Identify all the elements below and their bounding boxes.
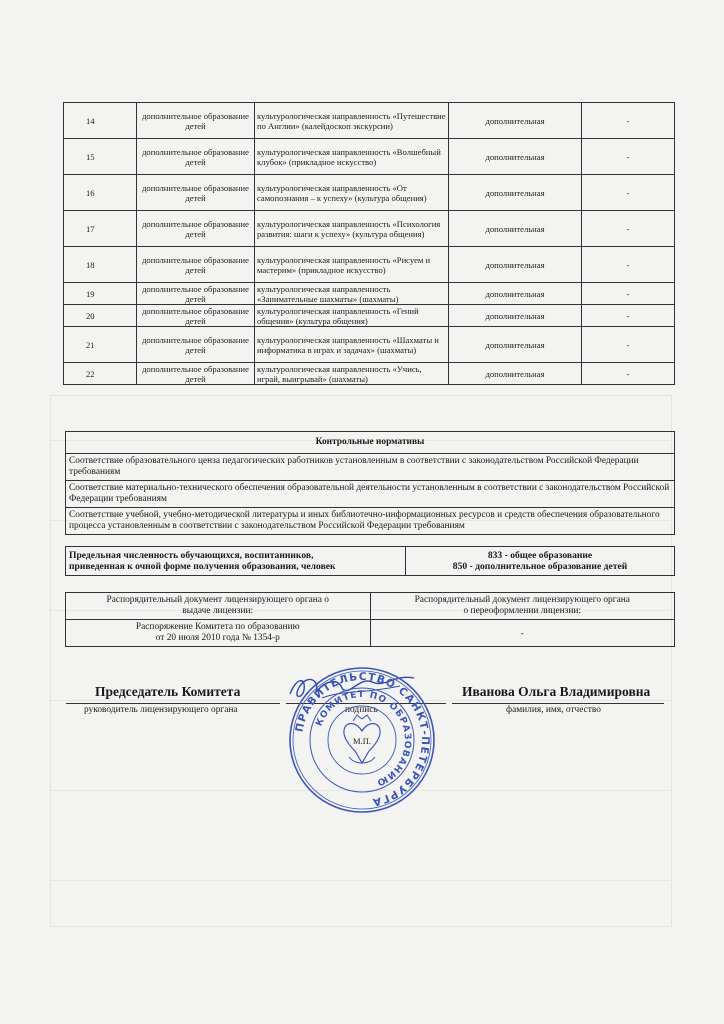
program-number: 15 (64, 139, 137, 175)
program-row (64, 103, 675, 139)
issue-order-header-line: Распорядительный документ лицензирующего органа о (106, 595, 329, 605)
program-row (64, 305, 675, 327)
control-norms-title: Контрольные нормативы (66, 432, 675, 454)
program-education-type: дополнительное образование детей (137, 327, 255, 363)
signatory-name: Иванова Ольга Владимировна (462, 684, 651, 699)
program-kind: дополнительная (449, 363, 582, 385)
program-direction: культурологическая направленность «Гений общения» (культура общения) (255, 305, 449, 327)
program-direction: культурологическая направленность «От самопознания – к успеху» (культура общения) (255, 175, 449, 211)
program-kind: дополнительная (449, 247, 582, 283)
position-caption: руководитель лицензирующего органа (84, 705, 238, 715)
program-direction: культурологическая направленность «Волшебный клубок» (прикладное искусство) (255, 139, 449, 175)
program-education-type: дополнительное образование детей (137, 247, 255, 283)
control-norm-item: Соответствие образовательного ценза педагогических работников установленным в соответствии с законодательством Российской Федерации требованиям (66, 454, 675, 481)
bleed-through-line (50, 880, 670, 881)
issue-order-value-line: от 20 июля 2010 года № 1354-р (155, 633, 280, 643)
program-extra: - (582, 175, 675, 211)
program-direction: культурологическая направленность «Путешествие по Англии» (калейдоскоп экскурсии) (255, 103, 449, 139)
program-number: 16 (64, 175, 137, 211)
program-kind: дополнительная (449, 305, 582, 327)
program-direction: культурологическая направленность «Шахматы и информатика в играх и задачах» (шахматы) (255, 327, 449, 363)
program-number: 14 (64, 103, 137, 139)
program-row (64, 247, 675, 283)
program-row (64, 363, 675, 385)
program-row (64, 211, 675, 247)
capacity-value (406, 547, 675, 576)
program-education-type: дополнительное образование детей (137, 211, 255, 247)
signature-caption: подпись (345, 705, 378, 715)
reissue-order-header (370, 593, 675, 620)
program-education-type: дополнительное образование детей (137, 363, 255, 385)
capacity-label-line: приведенная к очной форме получения образования, человек (69, 561, 336, 572)
issue-order-value (66, 620, 371, 647)
control-norms-table (65, 431, 675, 535)
program-education-type: дополнительное образование детей (137, 305, 255, 327)
program-education-type: дополнительное образование детей (137, 139, 255, 175)
program-row (64, 283, 675, 305)
program-number: 19 (64, 283, 137, 305)
program-extra: - (582, 211, 675, 247)
program-number: 20 (64, 305, 137, 327)
orders-table (65, 592, 675, 647)
control-norm-item: Соответствие учебной, учебно-методической литературы и иных библиотечно-информационных ресурсов и средств обеспечения образовательного процесса установленным в соответствии с законодательством Российской Федерации требованиям (66, 508, 675, 535)
issue-order-header (66, 593, 371, 620)
program-number: 22 (64, 363, 137, 385)
program-extra: - (582, 327, 675, 363)
program-row (64, 175, 675, 211)
program-kind: дополнительная (449, 283, 582, 305)
program-direction: культурологическая направленность «Психология развития: шаги к успеху» (культура общения) (255, 211, 449, 247)
program-number: 18 (64, 247, 137, 283)
name-caption: фамилия, имя, отчество (506, 705, 601, 715)
program-row (64, 327, 675, 363)
program-number: 21 (64, 327, 137, 363)
program-education-type: дополнительное образование детей (137, 283, 255, 305)
seal-outer-text: ПРАВИТЕЛЬСТВО САНКТ-ПЕТЕРБУРГА (293, 670, 432, 809)
program-extra: - (582, 305, 675, 327)
program-kind: дополнительная (449, 327, 582, 363)
control-norm-item: Соответствие материально-технического обеспечения образовательной деятельности установленным в соответствии с законодательством Российской Федерации требованиям (66, 481, 675, 508)
program-kind: дополнительная (449, 211, 582, 247)
program-extra: - (582, 283, 675, 305)
program-direction: культурологическая направленность «Учись, играй, выигрывай» (шахматы) (255, 363, 449, 385)
capacity-label-line: Предельная численность обучающихся, воспитанников, (69, 550, 314, 561)
signatory-position: Председатель Комитета (95, 684, 241, 699)
programs-table (63, 102, 675, 385)
capacity-additional: 850 - дополнительное образование детей (452, 561, 628, 572)
issue-order-header-line: выдаче лицензии: (182, 606, 254, 616)
program-extra: - (582, 247, 675, 283)
program-kind: дополнительная (449, 175, 582, 211)
capacity-label (66, 547, 406, 576)
seal-inner-text: КОМИТЕТ ПО ОБРАЗОВАНИЮ (314, 689, 413, 788)
program-row (64, 139, 675, 175)
reissue-order-value: - (370, 620, 675, 647)
program-education-type: дополнительное образование детей (137, 175, 255, 211)
reissue-order-header-line: о переоформлении лицензии: (463, 606, 581, 616)
name-line (452, 703, 664, 704)
program-direction: культурологическая направленность «Рисуем и мастерим» (прикладное искусство) (255, 247, 449, 283)
program-extra: - (582, 139, 675, 175)
program-extra: - (582, 363, 675, 385)
program-extra: - (582, 103, 675, 139)
issue-order-value-line: Распоряжение Комитета по образованию (135, 622, 300, 632)
capacity-table (65, 546, 675, 576)
program-education-type: дополнительное образование детей (137, 103, 255, 139)
program-number: 17 (64, 211, 137, 247)
reissue-order-header-line: Распорядительный документ лицензирующего органа (414, 595, 630, 605)
program-kind: дополнительная (449, 139, 582, 175)
capacity-general: 833 - общее образование (487, 550, 593, 561)
program-kind: дополнительная (449, 103, 582, 139)
official-seal (287, 665, 437, 815)
seal-place-text: М.П. (353, 736, 371, 746)
position-line (66, 703, 280, 704)
program-direction: культурологическая направленность «Занимательные шахматы» (шахматы) (255, 283, 449, 305)
